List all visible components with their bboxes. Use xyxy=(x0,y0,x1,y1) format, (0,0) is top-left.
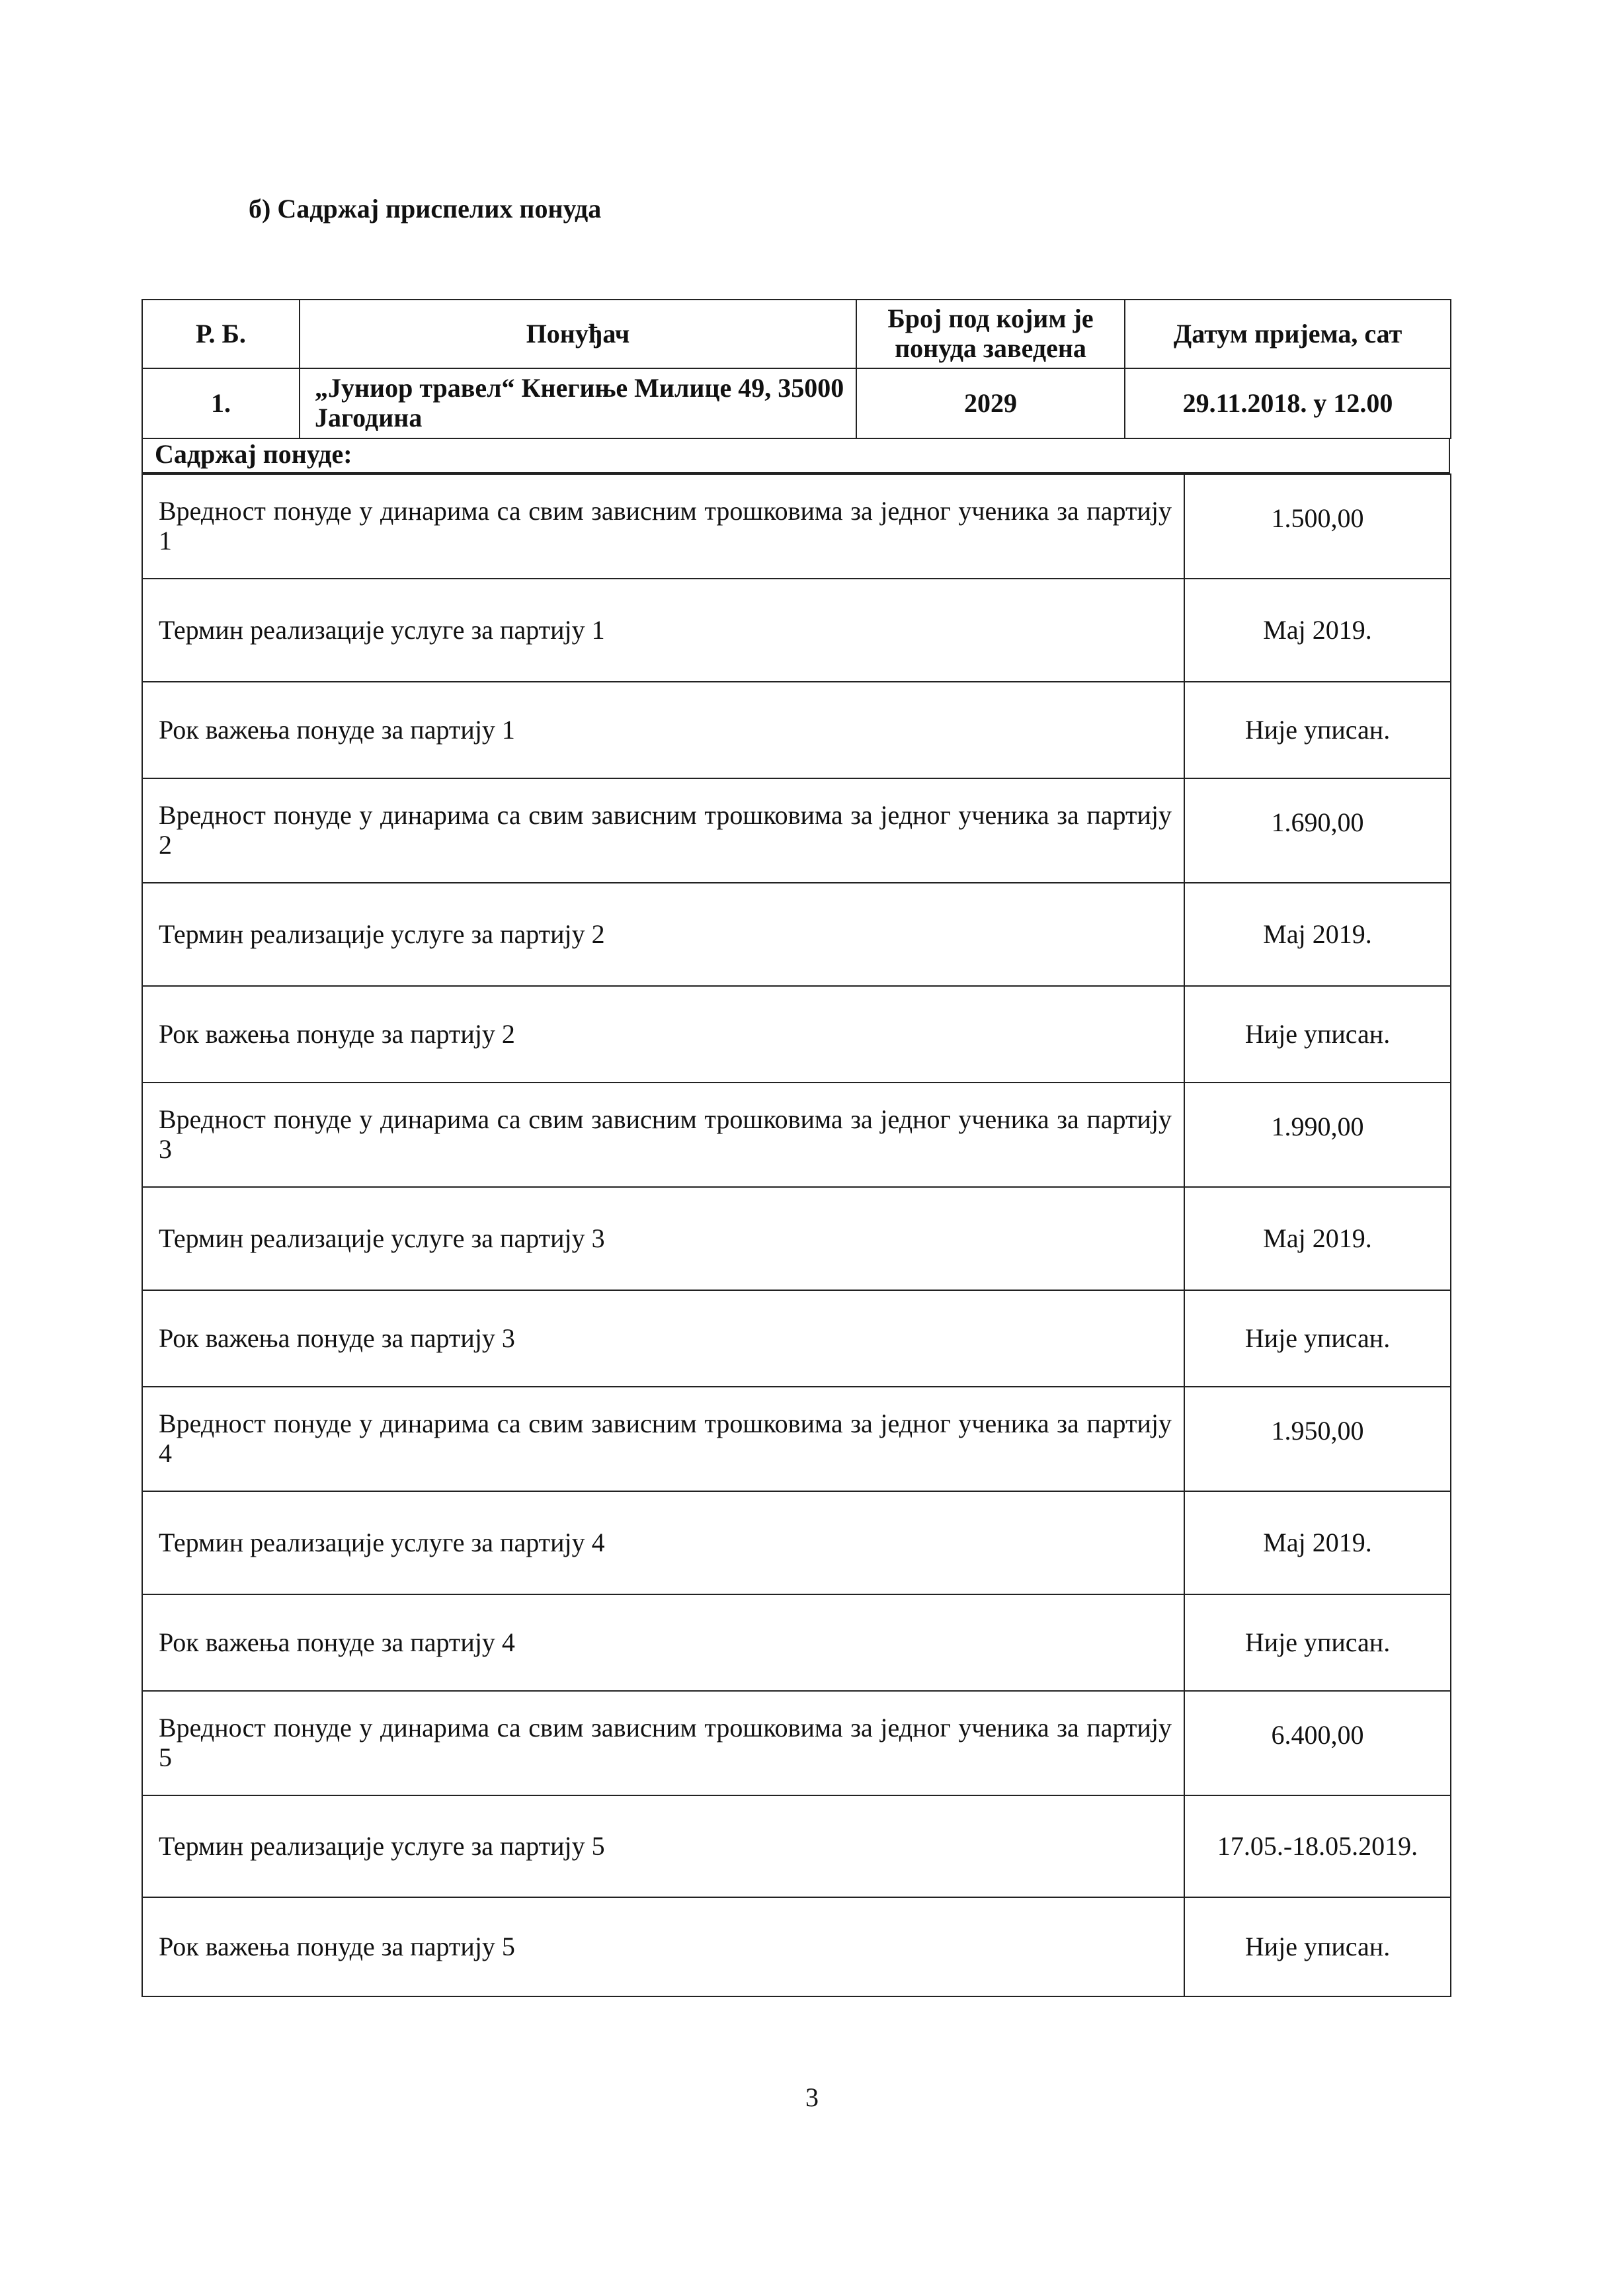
header-row xyxy=(142,300,1451,368)
content-row-validity-3 xyxy=(142,1290,1451,1387)
row-label: Вредност понуде у динарима са свим зависним трошковима за једног ученика за партију 2 xyxy=(142,778,1184,883)
row-label: Рок важења понуде за партију 2 xyxy=(142,986,1184,1083)
row-value: Није уписан. xyxy=(1184,1290,1451,1387)
row-label: Термин реализације услуге за партију 5 xyxy=(142,1795,1184,1897)
content-row-validity-2 xyxy=(142,986,1451,1083)
column-header-no: Р. Б. xyxy=(142,300,300,368)
content-row-term-3 xyxy=(142,1187,1451,1290)
content-row-value-1 xyxy=(142,474,1451,579)
table-row xyxy=(142,368,1451,438)
section-heading: б) Садржај приспелих понуда xyxy=(249,194,602,224)
row-label: Вредност понуде у динарима са свим зависним трошковима за једног ученика за партију 3 xyxy=(142,1083,1184,1187)
row-label: Термин реализације услуге за партију 3 xyxy=(142,1187,1184,1290)
row-label: Термин реализације услуге за партију 4 xyxy=(142,1491,1184,1594)
content-row-validity-4 xyxy=(142,1594,1451,1691)
row-value: Није уписан. xyxy=(1184,1594,1451,1691)
row-value: Мај 2019. xyxy=(1184,1187,1451,1290)
cell-received: 29.11.2018. у 12.00 xyxy=(1125,368,1451,438)
row-value: 6.400,00 xyxy=(1184,1691,1451,1795)
column-header-reg-number: Број под којим је понуда заведена xyxy=(856,300,1125,368)
content-section-label: Садржај понуде: xyxy=(142,438,1450,473)
content-row-validity-1 xyxy=(142,682,1451,778)
content-row-term-5 xyxy=(142,1795,1451,1897)
row-label: Термин реализације услуге за партију 1 xyxy=(142,579,1184,682)
row-label: Рок важења понуде за партију 3 xyxy=(142,1290,1184,1387)
content-row-value-2 xyxy=(142,778,1451,883)
column-header-offerer: Понуђач xyxy=(300,300,856,368)
row-value: Мај 2019. xyxy=(1184,1491,1451,1594)
page-number: 3 xyxy=(805,2082,819,2112)
offer-header-table xyxy=(142,299,1451,439)
content-row-value-3 xyxy=(142,1083,1451,1187)
row-label: Вредност понуде у динарима са свим зависним трошковима за једног ученика за партију 5 xyxy=(142,1691,1184,1795)
cell-no: 1. xyxy=(142,368,300,438)
cell-reg-number: 2029 xyxy=(856,368,1125,438)
offer-content-table xyxy=(142,473,1451,1997)
row-value: 1.990,00 xyxy=(1184,1083,1451,1187)
row-value: Није уписан. xyxy=(1184,1897,1451,1996)
row-label: Вредност понуде у динарима са свим зависним трошковима за једног ученика за партију 1 xyxy=(142,474,1184,579)
row-label: Термин реализације услуге за партију 2 xyxy=(142,883,1184,986)
content-row-value-4 xyxy=(142,1387,1451,1491)
row-value: 1.500,00 xyxy=(1184,474,1451,579)
row-label: Рок важења понуде за партију 4 xyxy=(142,1594,1184,1691)
row-value: Није уписан. xyxy=(1184,986,1451,1083)
content-row-value-5 xyxy=(142,1691,1451,1795)
column-header-received: Датум пријема, сат xyxy=(1125,300,1451,368)
cell-offerer: „Јуниор травел“ Кнегиње Милице 49, 35000 Јагодина xyxy=(300,368,856,438)
row-value: 1.690,00 xyxy=(1184,778,1451,883)
row-value: 17.05.-18.05.2019. xyxy=(1184,1795,1451,1897)
row-label: Рок важења понуде за партију 5 xyxy=(142,1897,1184,1996)
row-label: Вредност понуде у динарима са свим зависним трошковима за једног ученика за партију 4 xyxy=(142,1387,1184,1491)
row-label: Рок важења понуде за партију 1 xyxy=(142,682,1184,778)
content-row-term-2 xyxy=(142,883,1451,986)
row-value: 1.950,00 xyxy=(1184,1387,1451,1491)
row-value: Мај 2019. xyxy=(1184,883,1451,986)
row-value: Мај 2019. xyxy=(1184,579,1451,682)
row-value: Није уписан. xyxy=(1184,682,1451,778)
content-row-validity-5 xyxy=(142,1897,1451,1996)
content-row-term-1 xyxy=(142,579,1451,682)
content-row-term-4 xyxy=(142,1491,1451,1594)
